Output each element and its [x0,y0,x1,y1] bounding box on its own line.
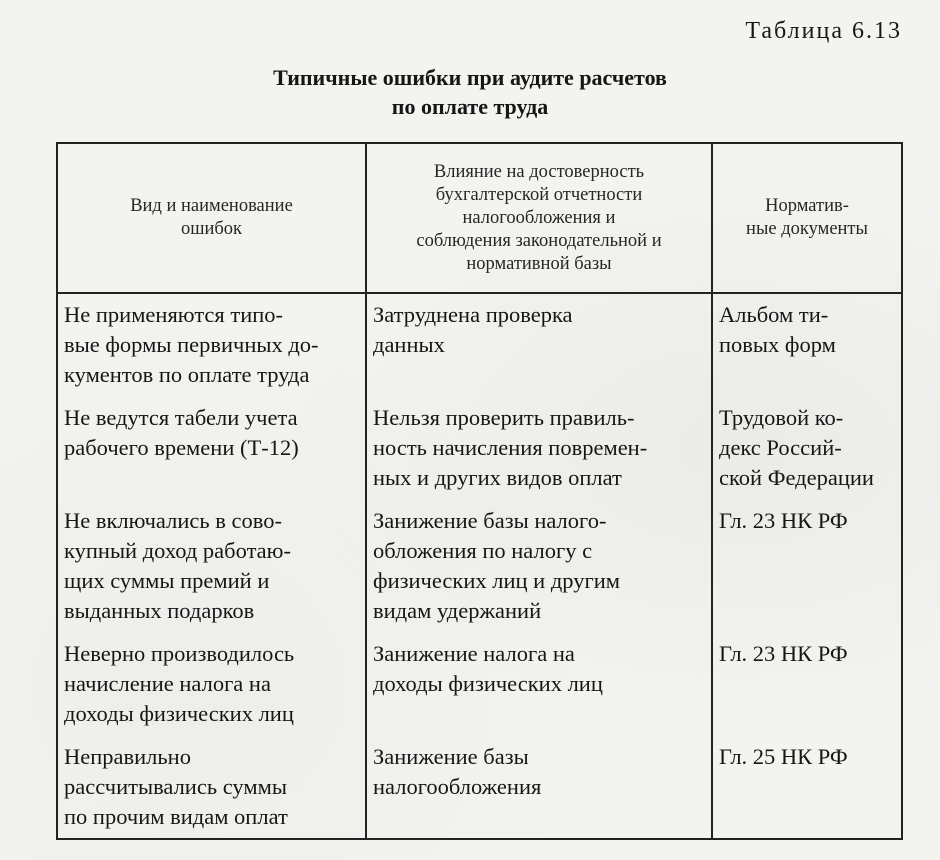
column-header-line: бухгалтерской отчетности [435,184,643,205]
cell-impact-text: Занижение базы налогообложения [373,744,542,799]
cell-norms-text: Трудовой ко- декс Россий- ской Федерации [719,405,874,490]
table-title-line-2: по оплате труда [391,94,549,119]
column-header-line: нормативной базы [466,253,612,274]
cell-impact [366,398,712,501]
cell-error [57,293,366,398]
column-header-line: Норматив- [765,196,849,216]
cell-impact [366,634,712,737]
cell-norms-text: Альбом ти- повых форм [719,302,836,357]
cell-norms [712,634,902,737]
column-header-error-type [57,143,366,293]
cell-impact [366,737,712,839]
table-number: Таблица 6.13 [745,18,902,44]
cell-error [57,737,366,839]
errors-table [56,142,903,840]
cell-impact-text: Занижение налога на доходы физических лиц [373,641,603,696]
table-row [57,501,902,634]
cell-impact [366,501,712,634]
cell-norms [712,737,902,839]
column-header-impact [366,143,712,293]
cell-norms-text: Гл. 23 НК РФ [719,508,848,533]
cell-norms-text: Гл. 23 НК РФ [719,641,848,666]
column-header-normative-documents [712,143,902,293]
table-row [57,293,902,398]
cell-error-text: Неправильно рассчитывались суммы по прочим видам оплат [64,744,288,829]
table-row [57,737,902,839]
cell-error [57,634,366,737]
column-header-line: налогообложения и [462,207,616,228]
cell-impact-text: Занижение базы налого- обложения по налогу с физических лиц и другим видам удержаний [373,508,621,623]
cell-error-text: Не ведутся табели учета рабочего времени (Т-12) [64,405,299,460]
cell-error-text: Не включались в сово- купный доход работаю- щих суммы премий и выданных подарков [64,508,291,623]
cell-norms [712,293,902,398]
column-header-line: Влияние на достоверность [433,161,645,182]
table-title [0,63,940,121]
column-header-line: Вид и наименование [130,196,293,216]
column-header-line: соблюдения законодательной и [416,230,662,251]
table-row [57,398,902,501]
cell-error-text: Не применяются типо- вые формы первичных до- кументов по оплате труда [64,302,319,387]
table-header-row [57,143,902,293]
cell-impact-text: Затруднена проверка данных [373,302,573,357]
cell-error [57,398,366,501]
cell-error-text: Неверно производилось начисление налога на доходы физических лиц [64,641,295,726]
cell-norms [712,398,902,501]
cell-norms-text: Гл. 25 НК РФ [719,744,848,769]
column-header-line: ные документы [746,219,868,239]
table-title-line-1: Типичные ошибки при аудите расчетов [273,65,667,90]
table-row [57,634,902,737]
column-header-line: ошибок [180,219,243,239]
cell-impact [366,293,712,398]
cell-error [57,501,366,634]
cell-norms [712,501,902,634]
cell-impact-text: Нельзя проверить правиль- ность начисления повремен- ных и других видов оплат [373,405,648,490]
